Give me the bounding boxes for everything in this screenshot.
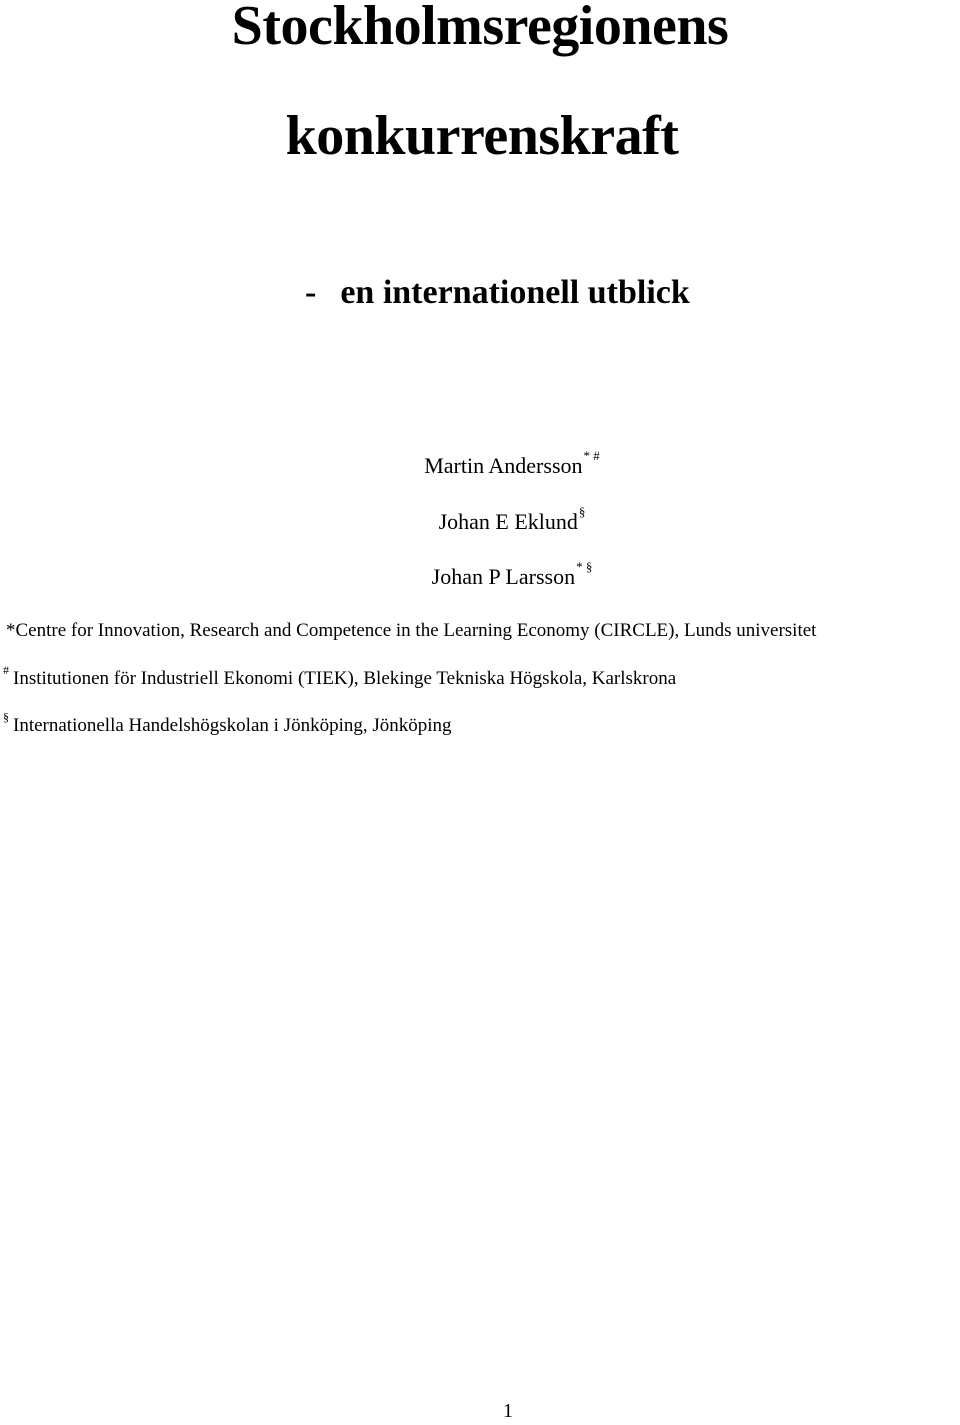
subtitle-dash: - xyxy=(305,274,317,311)
author-martin-andersson xyxy=(0,448,960,478)
author-name: Martin Andersson xyxy=(424,453,583,478)
affiliation-text: Institutionen för Industriell Ekonomi (TIEK), Blekinge Tekniska Högskola, Karlskrona xyxy=(13,668,677,689)
affiliation-mark: § xyxy=(3,710,9,724)
affiliation-text: Internationella Handelshögskolan i Jönköping, Jönköping xyxy=(13,715,452,736)
author-affiliation-marks: * # xyxy=(583,448,600,463)
author-name: Johan P Larsson xyxy=(431,564,576,589)
affiliation-tiek xyxy=(3,663,677,689)
title-line-2: konkurrenskraft xyxy=(285,105,679,167)
title-line-1: Stockholmsregionens xyxy=(231,0,729,57)
affiliation-jibs xyxy=(3,710,452,736)
author-johan-e-eklund xyxy=(0,504,960,534)
affiliation-text: *Centre for Innovation, Research and Competence in the Learning Economy (CIRCLE), Lunds universitet xyxy=(6,620,817,641)
author-affiliation-marks: § xyxy=(578,504,586,519)
author-name: Johan E Eklund xyxy=(438,509,578,534)
page-number: 1 xyxy=(503,1400,513,1422)
subtitle-text: en internationell utblick xyxy=(340,274,690,311)
affiliation-circle xyxy=(6,621,816,640)
subtitle xyxy=(305,276,690,310)
author-affiliation-marks: * § xyxy=(576,559,593,574)
affiliation-mark: # xyxy=(3,663,9,677)
author-johan-p-larsson xyxy=(0,559,960,589)
